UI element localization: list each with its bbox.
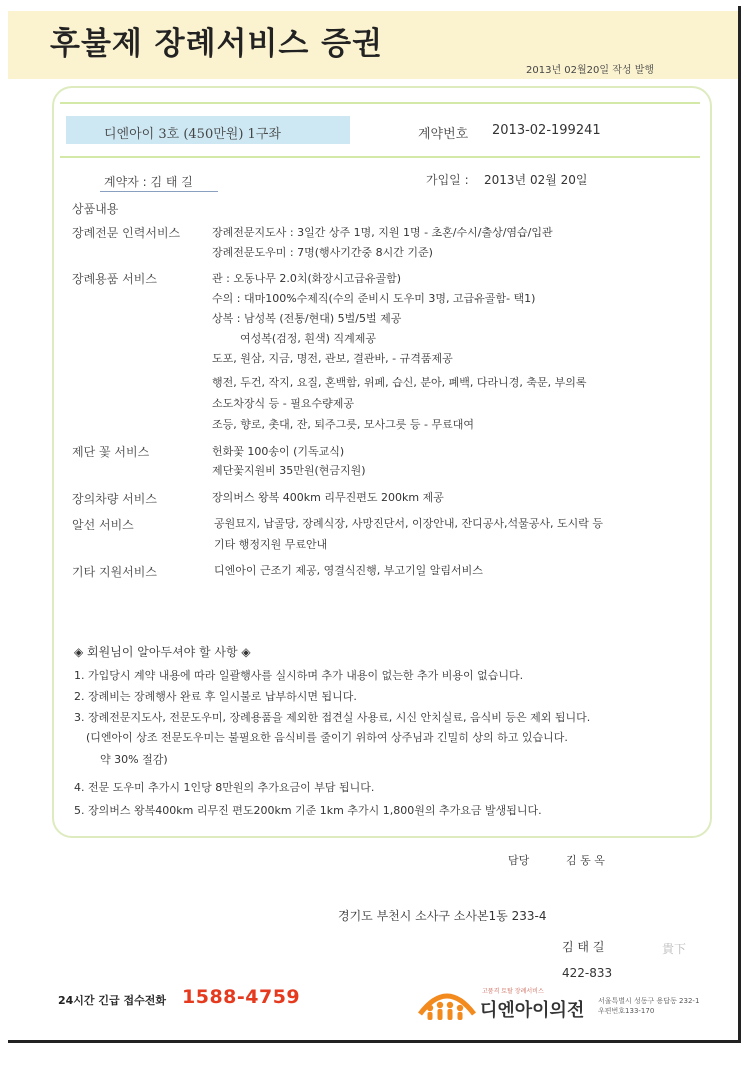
notice-item: 약 30% 절감) [100,753,168,766]
issue-date: 2013년 02월20일 작성 발행 [526,65,655,76]
notice-item: 5. 장의버스 왕복400km 리무진 편도200km 기준 1km 추가시 1,800원의 추가요금 발생됩니다. [74,804,542,817]
notice-title: ◈ 회원님이 알아두셔야 할 사항 ◈ [74,645,251,659]
brand-logo-icon [418,984,476,1020]
service-line: 관 : 오동나무 2.0치(화장시고급유골함) [212,272,402,285]
brand-postal: 우편번호133-170 [598,1007,655,1015]
service-line: 기타 행정지원 무료안내 [214,538,328,551]
hotline-number[interactable]: 1588-4759 [182,986,301,1008]
contract-number-label: 계약번호 [418,127,469,142]
service-line: 조등, 향로, 촛대, 잔, 퇴주그릇, 모사그릇 등 - 무료대여 [212,418,474,431]
service-line: 장의버스 왕복 400km 리무진편도 200km 제공 [212,491,444,504]
contractor: 계약자 : 김 태 길 [104,175,193,189]
service-line: 상복 : 남성복 (전통/현대) 5벌/5벌 제공 [212,312,402,325]
section-title: 상품내용 [72,202,119,216]
service-line: 장례전문지도사 : 3일간 상주 1명, 지원 1명 - 초혼/수시/출상/염습/입관 [212,226,553,239]
contractor-underline [100,191,218,192]
notice-item: 3. 장례전문지도사, 전문도우미, 장례용품을 제외한 접견실 사용료, 시신 안치실료, 음식비 등은 제외 됩니다. [74,711,591,724]
service-line: 도포, 원삼, 지금, 명전, 관보, 결관바, - 규격품제공 [212,352,453,365]
notice-item: (디엔아이 상조 전문도우미는 불필요한 음식비를 줄이기 위하여 상주님과 긴밀히 상의 하고 있습니다. [86,731,568,744]
service-label-goods: 장례용품 서비스 [72,272,157,286]
service-label-referral: 알선 서비스 [72,518,134,532]
notice-item: 2. 장례비는 장례행사 완료 후 일시불로 납부하시면 됩니다. [74,690,357,703]
brand-street: 서울특별시 성동구 용답동 232-1 [598,997,700,1005]
document-title: 후불제 장례서비스 증권 [50,26,384,62]
service-line: 장례전문도우미 : 7명(행사기간중 8시간 기준) [212,246,433,259]
service-label-other: 기타 지원서비스 [72,565,157,579]
certificate-page [8,6,741,1043]
join-date: 2013년 02월 20일 [484,173,588,187]
service-line: 소도차장식 등 - 필요수량제공 [212,397,354,410]
divider-top [60,102,700,104]
brand-name: 디엔아이의전 [480,1000,585,1021]
recipient-name: 김 태 길 [562,940,605,954]
plan-name: 디엔아이 3호 (450만원) 1구좌 [104,127,281,142]
manager-label: 담당 [508,854,530,867]
join-date-label: 가입일 : [426,173,469,187]
service-line: 헌화꽃 100송이 (기독교식) [212,445,345,458]
brand-tagline: 고품격 토탈 장례서비스 [482,988,544,995]
content-frame [52,86,712,838]
service-label-vehicle: 장의차량 서비스 [72,492,157,506]
service-line: 수의 : 대마100%수제직(수의 준비시 도우미 3명, 고급유골함- 택1) [212,292,536,305]
recipient-address: 경기도 부천시 소사구 소사본1동 233-4 [338,909,547,923]
hotline-label: 24시간 긴급 접수전화 [58,994,166,1007]
service-line: 여성복(검정, 흰색) 직계제공 [240,332,376,345]
divider-middle [60,156,700,158]
brand-address [598,996,699,1016]
seal-text: 貴下 [662,942,687,956]
service-label-flowers: 제단 꽃 서비스 [72,445,150,459]
contract-number: 2013-02-199241 [492,123,601,138]
manager-name: 김 동 옥 [566,854,605,867]
notice-item: 4. 전문 도우미 추가시 1인당 8만원의 추가요금이 부담 됩니다. [74,781,375,794]
service-line: 행전, 두건, 작지, 요질, 혼백함, 위페, 습신, 분아, 폐백, 다라니경, 축문, 부의록 [212,376,587,389]
service-line: 제단꽃지원비 35만원(현금지원) [212,464,366,477]
service-label-staff: 장례전문 인력서비스 [72,226,181,240]
notice-item: 1. 가입당시 계약 내용에 따라 일괄행사를 실시하며 추가 내용이 없는한 추가 비용이 없습니다. [74,669,524,682]
recipient-phone: 422-833 [562,966,613,980]
service-line: 디엔아이 근조기 제공, 영결식진행, 부고기일 알림서비스 [214,564,483,577]
service-line: 공원묘지, 납골당, 장례식장, 사망진단서, 이장안내, 잔디공사,석물공사, 도시락 등 [214,517,603,530]
